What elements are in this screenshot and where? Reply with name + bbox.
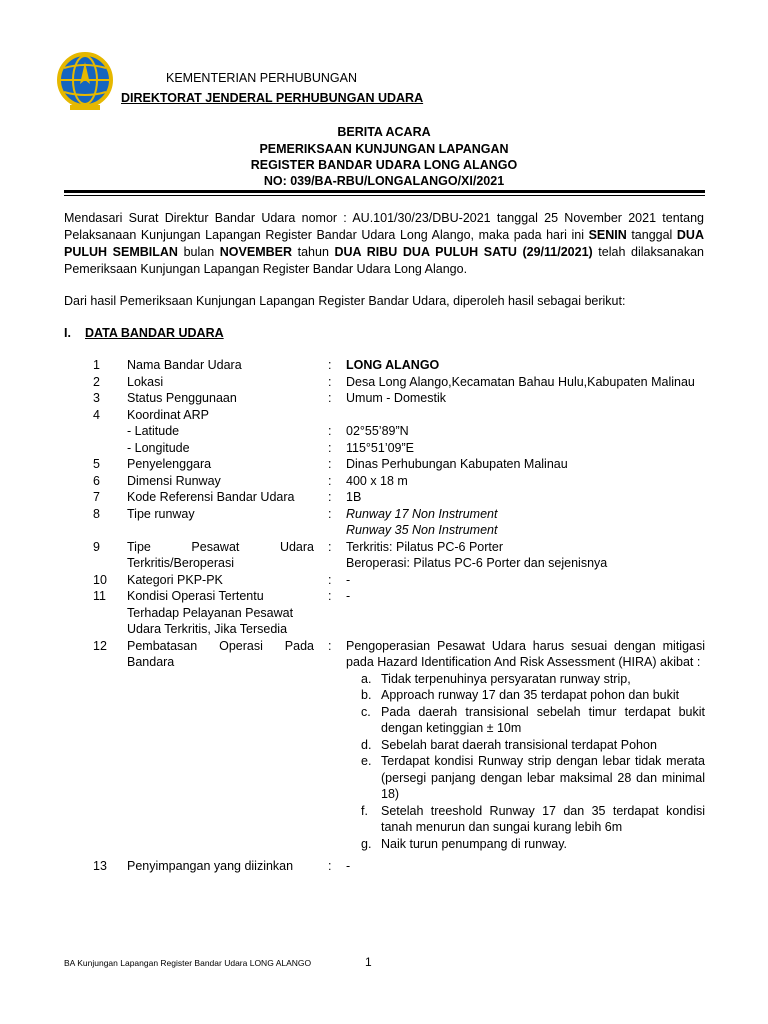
header-rule-thick bbox=[64, 190, 705, 193]
section-number: I. bbox=[64, 326, 71, 340]
table-row: 5 Penyelenggara : Dinas Perhubungan Kabupaten Malinau bbox=[93, 457, 568, 471]
doc-title-line2: PEMERIKSAAN KUNJUNGAN LAPANGAN bbox=[259, 142, 509, 156]
doc-title-line1: BERITA ACARA bbox=[337, 125, 431, 139]
table-row: 12 Pembatasan Operasi Pada Bandara : Pengoperasian Pesawat Udara harus sesuai dengan mitigasi pada Hazard Identification And Risk Assessment (HIRA) akibat : a. Tidak terpenuhinya persyaratan runway strip, b. Approach runway 17 dan 35 terdapat pohon dan bukit c. Pada daerah transisional sebelah timur terdapat bukit dengan ketinggian ± 10m d. Sebelah barat daerah transisional terdapat Pohon e. Terdapat kondisi Runway strip dengan lebar tidak merata (persegi panjang dengan lebar maksimal 28 dan minimal 18) f. Setelah treeshold Runway 17 dan 35 terdapat kondisi tanah menurun dan sungai kurang lebih 6m g. Naik turun penumpang di runway. bbox=[93, 638, 705, 851]
ministry-name: KEMENTERIAN PERHUBUNGAN bbox=[166, 71, 357, 85]
results-intro: Dari hasil Pemeriksaan Kunjungan Lapangan Register Bandar Udara, diperoleh hasil sebagai berikut: bbox=[64, 294, 626, 308]
list-item: a. Tidak terpenuhinya persyaratan runway strip, bbox=[361, 671, 631, 686]
table-row: 10 Kategori PKP-PK : - bbox=[93, 572, 351, 587]
list-item: b. Approach runway 17 dan 35 terdapat pohon dan bukit bbox=[361, 688, 680, 702]
hazard-list bbox=[346, 671, 705, 853]
ministry-emblem-icon bbox=[56, 50, 114, 112]
doc-number: NO: 039/BA-RBU/LONGALANGO/XI/2021 bbox=[263, 174, 505, 188]
list-item: c. Pada daerah transisional sebelah timur terdapat bukit dengan ketinggian ± 10m bbox=[361, 704, 705, 735]
table-row: 4 Koordinat ARP bbox=[93, 407, 209, 422]
table-row: 11 Kondisi Operasi Tertentu Terhadap Pelayanan Pesawat Udara Terkritis, Jika Tersedia : - bbox=[93, 589, 351, 636]
list-item: d. Sebelah barat daerah transisional terdapat Pohon bbox=[361, 737, 657, 752]
table-row: - Latitude : 02°55’89”N bbox=[127, 424, 409, 438]
section-title: DATA BANDAR UDARA bbox=[85, 326, 224, 340]
table-row: 7 Kode Referensi Bandar Udara : 1B bbox=[93, 490, 362, 504]
list-item: g. Naik turun penumpang di runway. bbox=[361, 836, 567, 851]
table-row: 6 Dimensi Runway : 400 x 18 m bbox=[93, 473, 408, 488]
table-row: 13 Penyimpangan yang diizinkan : - bbox=[93, 859, 351, 873]
footer-text: BA Kunjungan Lapangan Register Bandar Udara LONG ALANGO bbox=[64, 958, 312, 968]
page-number: 1 bbox=[365, 955, 372, 969]
doc-title-line3: REGISTER BANDAR UDARA LONG ALANGO bbox=[250, 158, 518, 172]
table-row: - Longitude : 115°51’09”E bbox=[127, 440, 415, 455]
list-item: f. Setelah treeshold Runway 17 dan 35 terdapat kondisi tanah menurun dan sungai kurang lebih 6m bbox=[361, 803, 705, 834]
table-row: 2 Lokasi : Desa Long Alango,Kecamatan Bahau Hulu,Kabupaten Malinau bbox=[93, 374, 695, 389]
list-item: e. Terdapat kondisi Runway strip dengan lebar tidak merata (persegi panjang dengan lebar maksimal 28 dan minimal 18) bbox=[361, 754, 705, 801]
table-row: 1 Nama Bandar Udara : LONG ALANGO bbox=[93, 358, 440, 372]
intro-paragraph: Mendasari Surat Direktur Bandar Udara nomor : AU.101/30/23/DBU-2021 tanggal 25 November 2021 tentang Pelaksanaan Kunjungan Lapangan Register Bandar Udara Long Alango, maka pada hari ini SENIN tanggal DUA PULUH SEMBILAN bulan NOVEMBER tahun DUA RIBU DUA PULUH SATU (29/11/2021) telah dilaksanakan Pemeriksaan Kunjungan Lapangan Register Bandar Udara Long Alango. bbox=[64, 211, 704, 276]
header-rule-thin bbox=[64, 195, 705, 196]
airport-data-table bbox=[0, 357, 768, 875]
table-row: 9 Tipe Pesawat Udara Terkritis/Beroperasi : Terkritis: Pilatus PC-6 Porter Beroperasi: Pilatus PC-6 Porter dan sejenisnya bbox=[93, 539, 608, 570]
directorate-name: DIREKTORAT JENDERAL PERHUBUNGAN UDARA bbox=[121, 91, 424, 105]
table-row: 3 Status Penggunaan : Umum - Domestik bbox=[93, 391, 447, 405]
table-row: 8 Tipe runway : Runway 17 Non Instrument Runway 35 Non Instrument bbox=[93, 506, 498, 537]
